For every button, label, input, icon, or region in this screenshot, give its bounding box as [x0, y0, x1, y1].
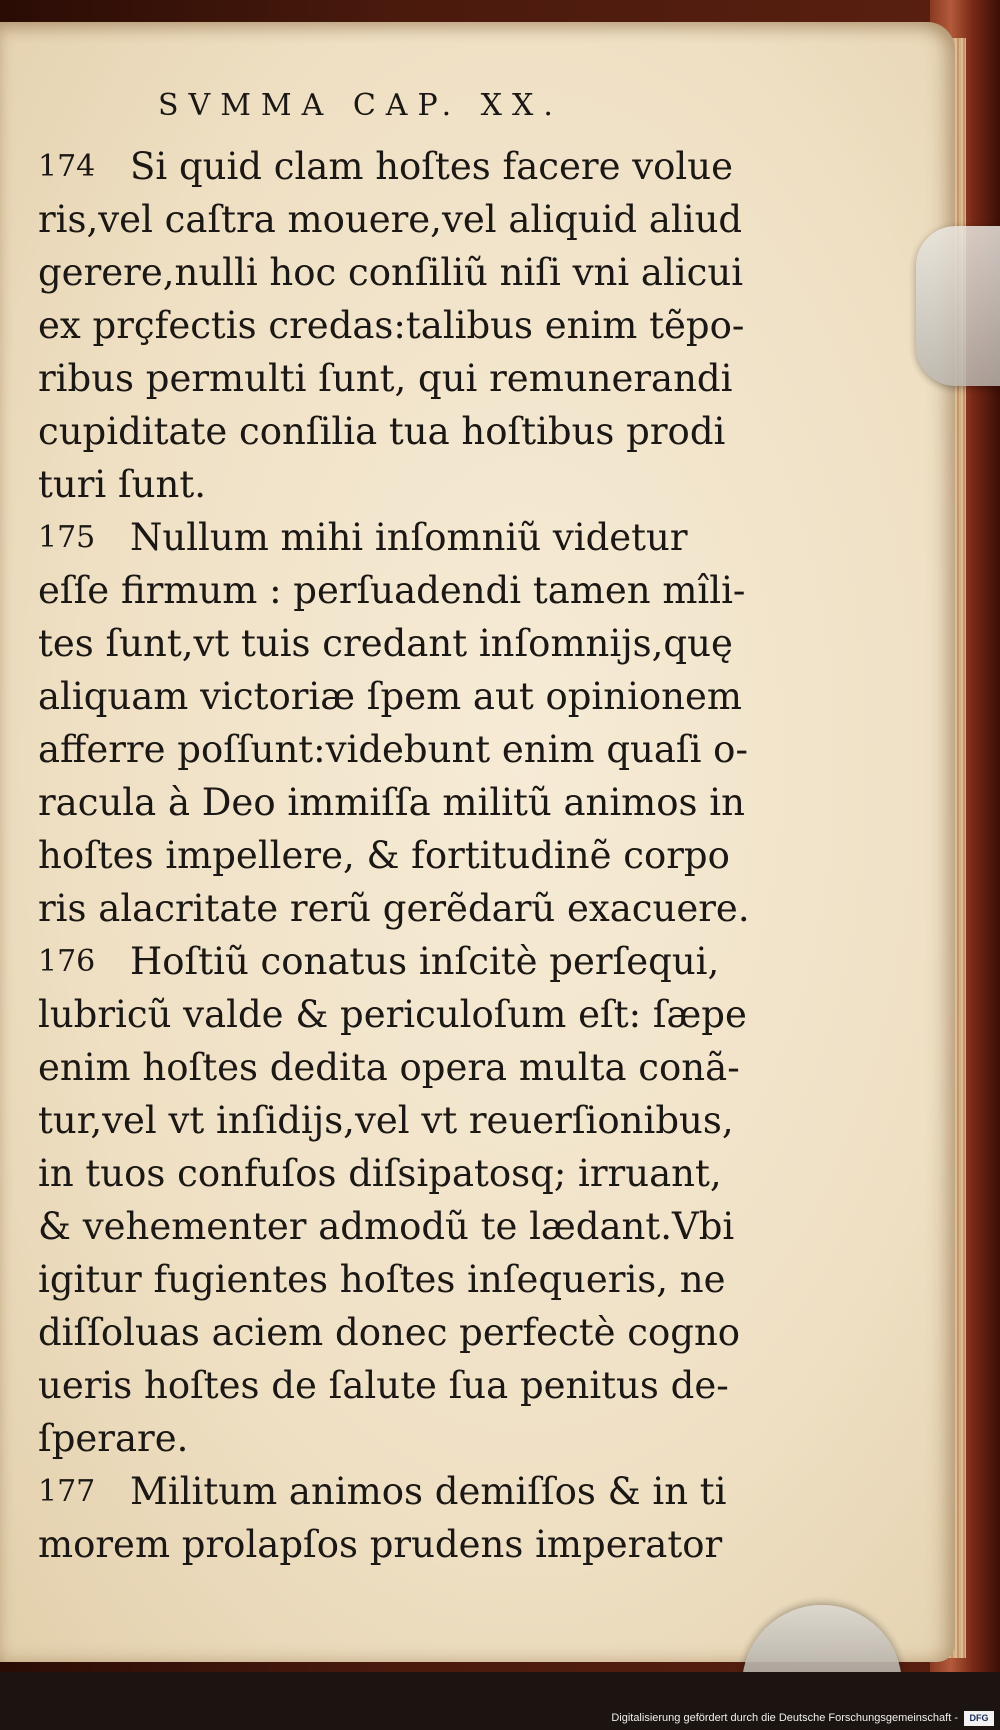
text-line: ris alacritate rerũ gerẽdarũ exacuere.: [38, 887, 750, 930]
text-line: lubricũ valde & periculoſum eſt: ſæpe: [38, 993, 747, 1036]
text-line: ſperare.: [38, 1417, 189, 1460]
text-line: enim hoſtes dedita opera multa conã-: [38, 1046, 740, 1089]
text-line: hoſtes impellere, & fortitudinẽ corpo: [38, 834, 730, 877]
paragraph-number: 174: [38, 149, 96, 184]
text-line: diſſoluas aciem donec perfectè cogno: [38, 1311, 741, 1354]
paragraph-176: [38, 935, 758, 1465]
text-line: afferre poſſunt:videbunt enim quaſi o-: [38, 728, 748, 771]
text-line: 174 Si quid clam hoſtes facere volue: [38, 140, 758, 193]
digitization-credit: Digitalisierung gefördert durch die Deutsche Forschungsgemeinschaft -: [611, 1712, 958, 1724]
paragraph-number: 175: [38, 520, 96, 555]
text-line: gerere,nulli hoc conſiliũ niſi vni alicui: [38, 251, 744, 294]
text-block: [38, 140, 758, 1571]
text-line: 175 Nullum mihi inſomniũ videtur: [38, 511, 758, 564]
text-line: cupiditate conſilia tua hoſtibus prodi: [38, 410, 726, 453]
text-line: igitur fugientes hoſtes inſequeris, ne: [38, 1258, 726, 1301]
paragraph-177: [38, 1465, 758, 1571]
text-line: tur,vel vt inſidijs,vel vt reuerſionibus,: [38, 1099, 734, 1142]
paragraph-number: 177: [38, 1474, 96, 1509]
paragraph-174: [38, 140, 758, 511]
text-line: racula à Deo immiſſa militũ animos in: [38, 781, 745, 824]
text-line: ueris hoſtes de ſalute ſua penitus de-: [38, 1364, 729, 1407]
text-line: ex prçfectis credas:talibus enim tẽpo-: [38, 304, 745, 347]
text-line: in tuos confuſos diſsipatosq; irruant,: [38, 1152, 722, 1195]
footer-bar: [0, 1672, 1000, 1730]
text-line: tes ſunt,vt tuis credant inſomnijs,quę: [38, 622, 733, 665]
text-line: morem prolapſos prudens imperator: [38, 1523, 723, 1566]
dfg-logo-icon: DFG: [964, 1711, 994, 1726]
glass-clip-top: [916, 226, 1000, 386]
text-line: ris,vel caſtra mouere,vel aliquid aliud: [38, 198, 743, 241]
text-line: & vehementer admodũ te lædant.Vbi: [38, 1205, 735, 1248]
text-line: aliquam victoriæ ſpem aut opinionem: [38, 675, 742, 718]
text-line: 176 Hoſtiũ conatus inſcitè perſequi,: [38, 935, 758, 988]
text-line: 177 Militum animos demiſſos & in ti: [38, 1465, 758, 1518]
paragraph-175: [38, 511, 758, 935]
text-line: ribus permulti ſunt, qui remunerandi: [38, 357, 733, 400]
paragraph-number: 176: [38, 944, 96, 979]
text-line: turi ſunt.: [38, 463, 206, 506]
text-line: eſſe firmum : perſuadendi tamen mîli-: [38, 569, 746, 612]
running-header: SVMMA CAP. XX.: [158, 88, 563, 123]
